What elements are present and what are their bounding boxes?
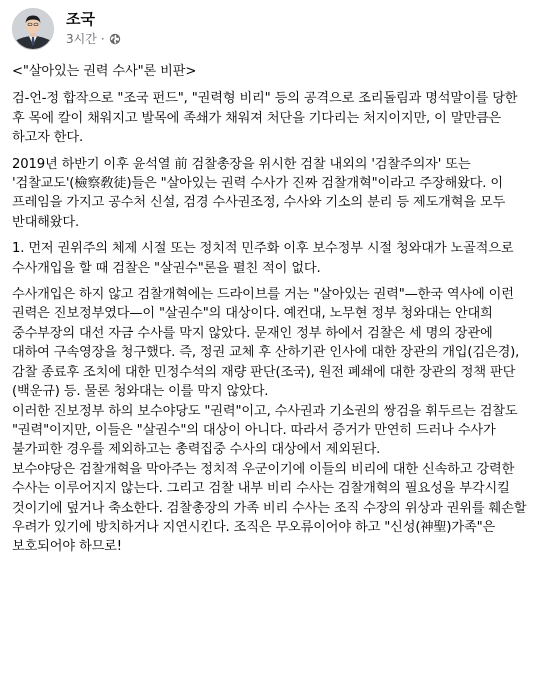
post-paragraph-3: 1. 먼저 권위주의 체제 시절 또는 정치적 민주화 이후 보수정부 시절 청와대가 노골적으로 수사개입을 할 때 검찰은 "살권수"론을 펼친 적이 없다. [12, 241, 514, 276]
globe-icon[interactable] [109, 33, 121, 45]
post-body [12, 62, 531, 557]
post-paragraph-1: 검-언-정 합작으로 "조국 펀드", "권력형 비리" 등의 공격으로 조리돌림과 명석말이를 당한 후 목에 칼이 채워지고 발목에 족쇄가 채워져 처단을 기다리는 처지이지만, 이 말만큼은 하고자 한다. [12, 91, 518, 146]
post-paragraph-6: 보수야당은 검찰개혁을 막아주는 정치적 우군이기에 이들의 비리에 대한 신속하고 강력한 수사는 이루어지지 않는다. 그리고 검찰 내부 비리 수사는 검찰개혁의 필요성을 부각시킬 것이기에 덮거나 축소한다. 검찰총장의 가족 비리 수사는 조직 수장의 위상과 권위를 훼손할 우려가 있기에 방치하거나 지연시킨다. 조직은 무오류이어야 하고 "신성(神聖)가족"은 보호되어야 하므로! [12, 461, 527, 555]
post-subline [66, 31, 121, 47]
post-meta [66, 8, 121, 47]
post-time[interactable]: 3시간 [66, 32, 97, 46]
avatar-photo-icon [13, 9, 53, 49]
post-paragraph-5: 이러한 진보정부 하의 보수야당도 "권력"이고, 수사권과 기소권의 쌍검을 휘두르는 검찰도 "권력"이지만, 이들은 "살권수"의 대상이 아니다. 따라서 증거가 만연히 드러나 수사가 불가피한 경우를 제외하고는 총력집중 수사의 대상에서 제외된다. [12, 403, 518, 458]
author-avatar[interactable] [12, 8, 54, 50]
post-paragraph-4: 수사개입은 하지 않고 검찰개혁에는 드라이브를 거는 "살아있는 권력"—한국 역사에 이런 권력은 진보정부였다—이 "살권수"의 대상이다. 예컨대, 노무현 정부 청와대는 안대희 중수부장의 대선 자금 수사를 막지 않았다. 문재인 정부 하에서 검찰은 세 명의 장관에 대하여 구속영장을 청구했다. 즉, 정권 교체 후 산하기관 인사에 대한 장관의 개입(김은경), 감찰 종료후 조치에 대한 민정수석의 재량 판단(조국), 원전 폐쇄에 대한 장관의 정책 판단(백운규) 등. 물론 청와대는 이를 막지 않았다. [12, 287, 520, 400]
author-name[interactable]: 조국 [66, 10, 95, 28]
meta-separator: · [100, 32, 105, 46]
post-header [12, 0, 531, 62]
post-paragraph-2: 2019년 하반기 이후 윤석열 前 검찰총장을 위시한 검찰 내외의 '검찰주의자' 또는 '검찰교도'(檢察敎徒)들은 "살아있는 권력 수사가 진짜 검찰개혁"이라고 주장해왔다. 이 프레임을 가지고 공수처 신설, 검경 수사권조정, 수사와 기소의 분리 등 제도개혁을 모두 반대해왔다. [12, 156, 506, 230]
post-title: <"살아있는 권력 수사"론 비판> [12, 64, 197, 79]
